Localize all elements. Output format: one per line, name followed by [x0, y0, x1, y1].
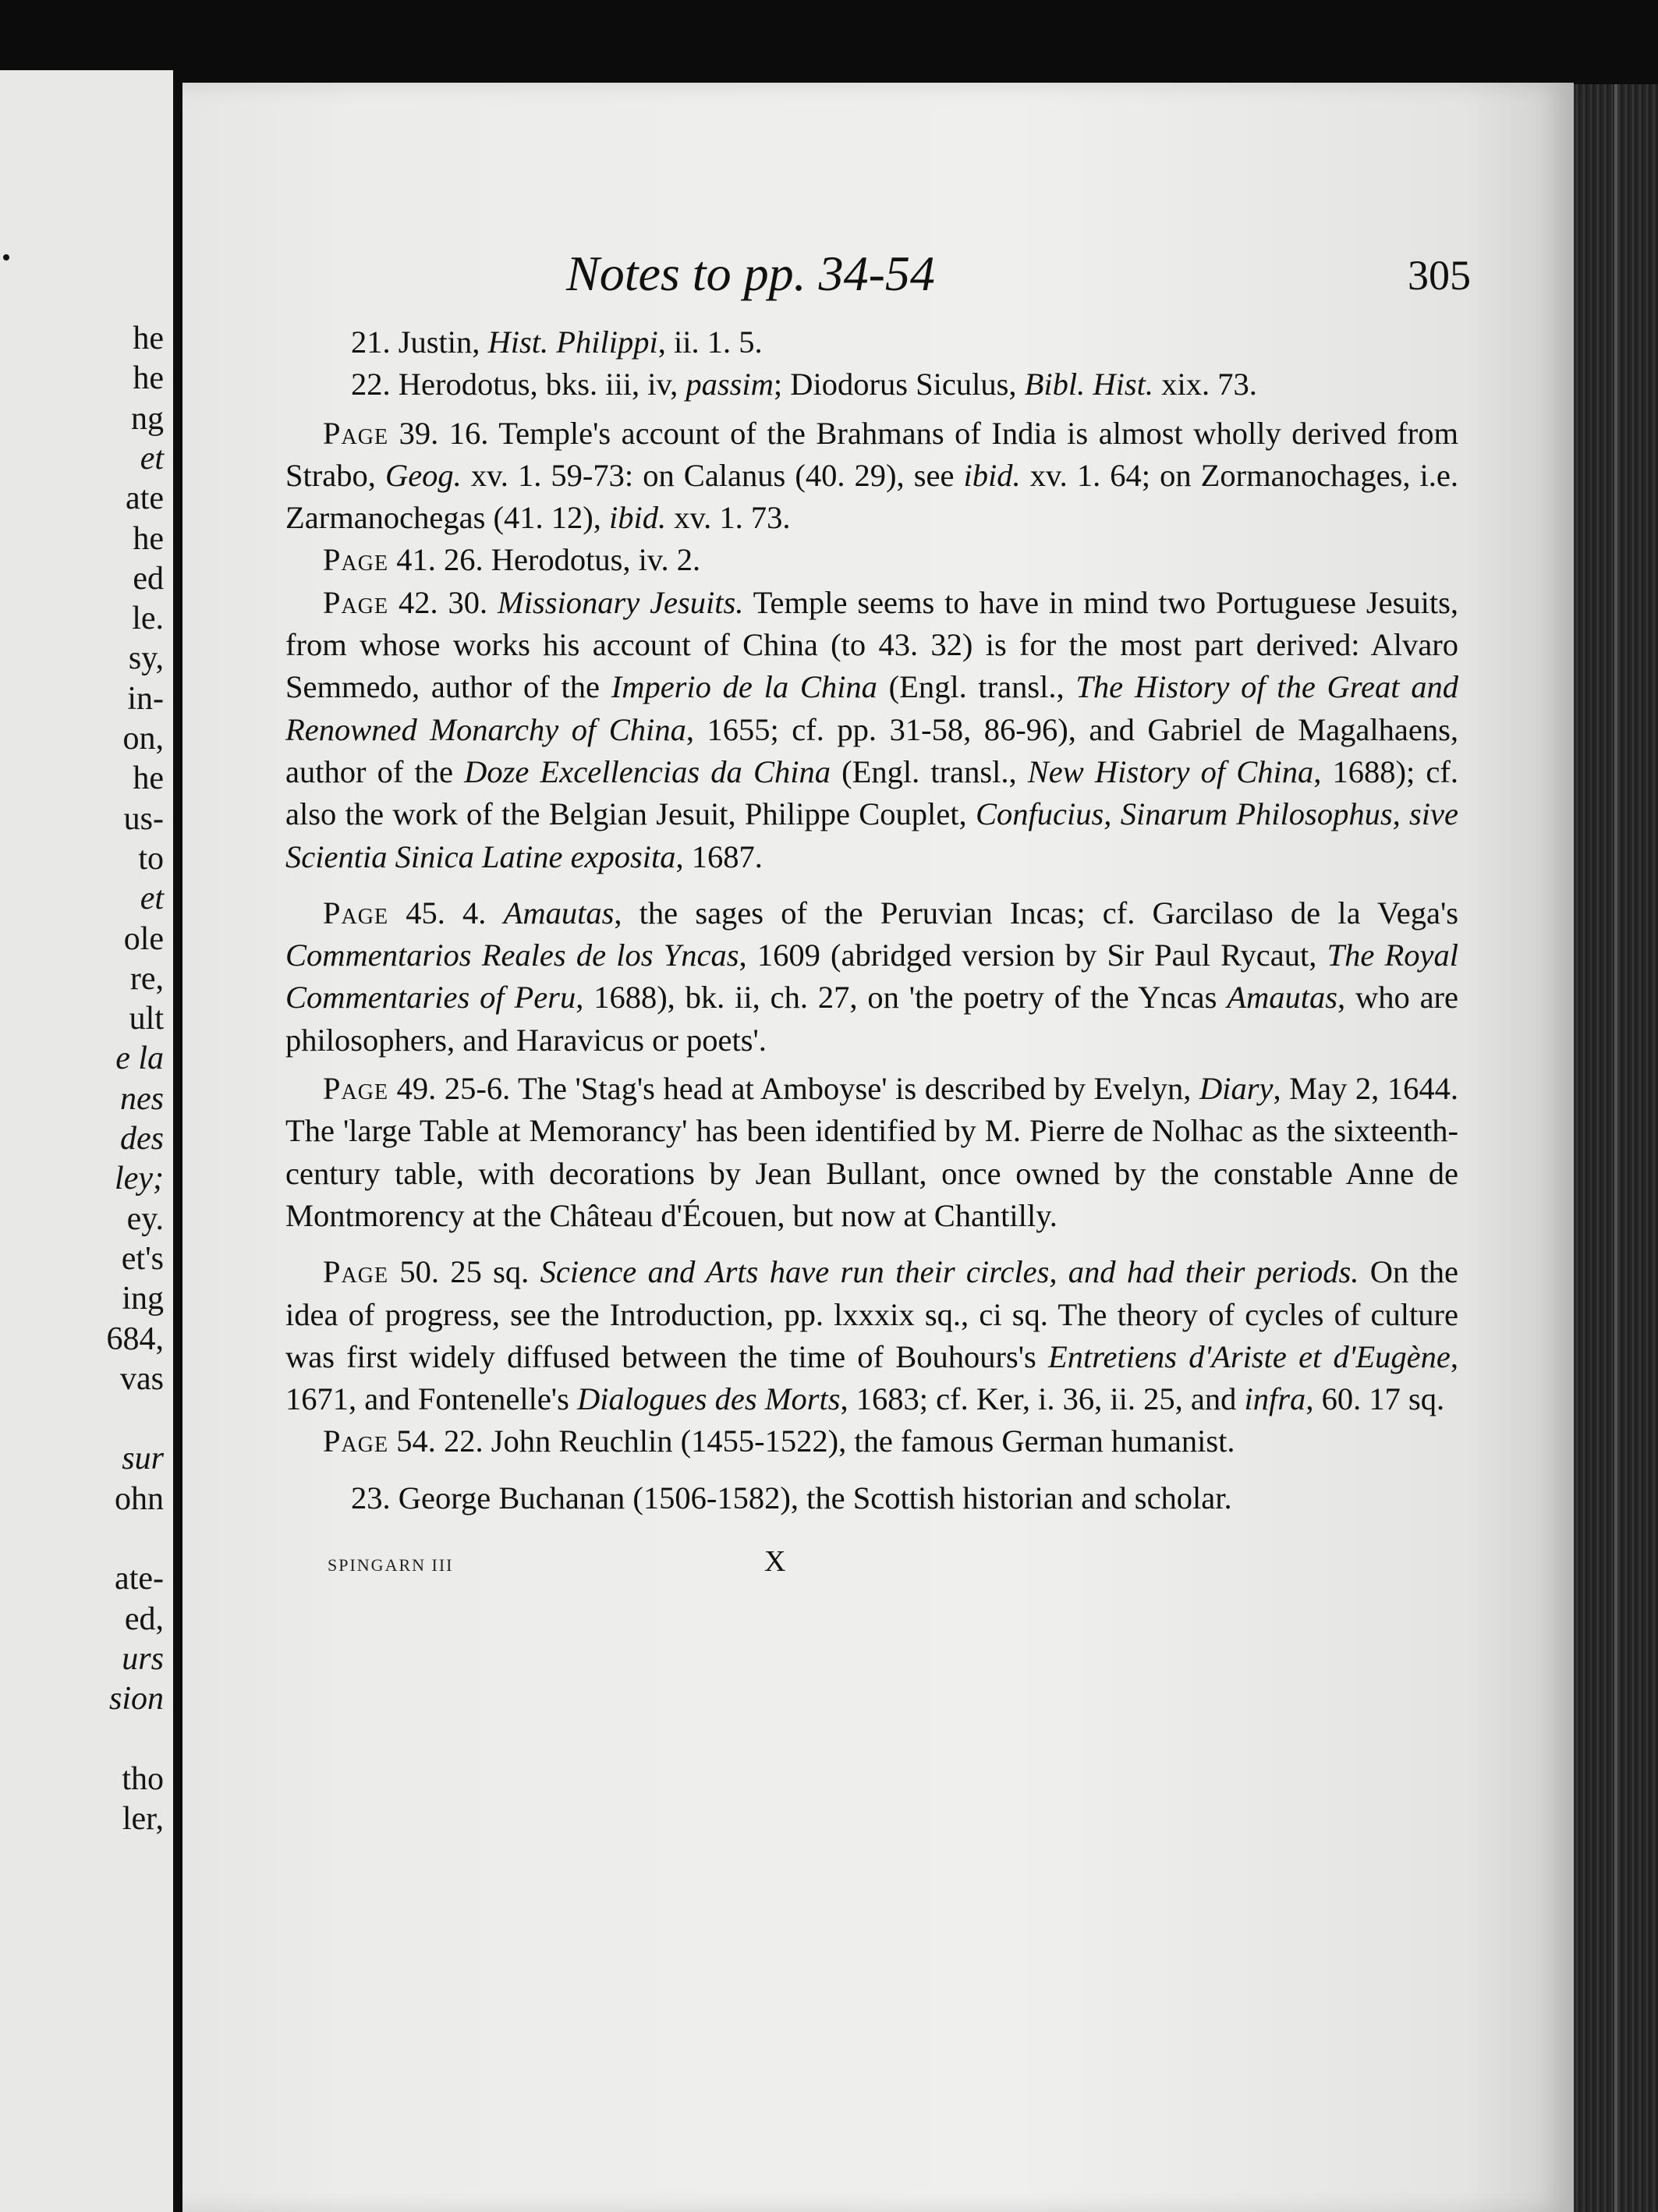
left-page-fragment: ed, — [124, 1601, 164, 1637]
signature-mark: SPINGARN III — [328, 1555, 454, 1576]
left-page-fragment: he — [133, 321, 164, 356]
left-page-fragment: ed — [133, 560, 164, 597]
left-page-fragment: 684, — [106, 1320, 164, 1357]
left-page-fragment: sion — [108, 1681, 164, 1717]
left-page-fragment: ler, — [122, 1801, 164, 1838]
left-page-fragment: to — [138, 840, 164, 877]
left-page-fragment: ate — [126, 480, 164, 517]
left-page-fragment: on, — [122, 721, 164, 757]
note-entry: Page 49. 25-6. The 'Stag's head at Amboyse' is described by Evelyn, Diary, May 2, 1644. The 'large Table at Memorancy' has been identified by M. Pierre de Nolhac as the sixteenth-century table, with decorations by Jean Bullant, once owned by the constable Anne de Montmorency at the Château d'Écouen, but now at Chantilly. — [285, 1071, 1458, 1233]
left-page-fragment: sy, — [128, 640, 164, 677]
page-header — [285, 245, 1471, 321]
left-page-edge — [0, 70, 173, 2212]
left-page-fragment: vas — [120, 1360, 164, 1397]
left-page-fragment: ohn — [115, 1480, 164, 1517]
left-page-fragment: nes — [120, 1080, 164, 1117]
left-page-fragment: et — [140, 440, 164, 477]
left-page-fragment: ng — [131, 400, 164, 437]
page-footer — [285, 1541, 1458, 1596]
page-number: 305 — [1408, 252, 1471, 299]
note-entry: Page 42. 30. Missionary Jesuits. Temple seems to have in mind two Portuguese Jesuits, from whose works his account of China (to 43. 32) is for the most part derived: Alvaro Semmedo, author of the Imperio de la China (Engl. transl., The History of the Great and Renowned Monarchy of China, 1655; cf. pp. 31-58, 86-96), and Gabriel de Magalhaens, author of the Doze Excellencias da China (Engl. transl., New History of China, 1688); cf. also the work of the Belgian Jesuit, Philippe Couplet, Confucius, Sinarum Philosophus, sive Scientia Sinica Latine exposita, 1687. — [285, 584, 1459, 874]
note-entry: Page 54. 22. John Reuchlin (1455-1522), the famous German humanist. — [323, 1423, 1235, 1459]
left-page-fragment: des — [120, 1121, 164, 1157]
note-entry: Page 50. 25 sq. Science and Arts have run their circles, and had their periods. On the idea of progress, see the Introduction, pp. lxxxix sq., ci sq. The theory of cycles of culture was first widely diffused between the time of Bouhours's Entretiens d'Ariste et d'Eugène, 1671, and Fontenelle's Dialogues des Morts, 1683; cf. Ker, i. 36, ii. 25, and infra, 60. 17 sq. — [285, 1254, 1458, 1417]
left-page-fragment: ley; — [115, 1161, 164, 1197]
note-entry: 23. George Buchanan (1506-1582), the Scottish historian and scholar. — [351, 1480, 1232, 1515]
note-entry: Page 41. 26. Herodotus, iv. 2. — [323, 542, 701, 578]
running-title: Notes to pp. 34-54 — [566, 246, 935, 301]
left-page-fragment: tho — [122, 1760, 164, 1797]
left-page-fragment: in- — [127, 680, 164, 717]
note-entry: Page 39. 16. Temple's account of the Brahmans of India is almost wholly derived from Strabo, Geog. xv. 1. 59-73: on Calanus (40. 29), see ibid. xv. 1. 64; on Zormanochages, i.e. Zarmanochegas (41. 12), ibid. xv. 1. 73. — [285, 415, 1458, 536]
book-page-edges — [1568, 84, 1658, 2212]
book-page — [182, 83, 1574, 2212]
left-page-fragment: us- — [123, 800, 164, 837]
left-page-fragment: re, — [129, 960, 164, 997]
left-page-fragment: he — [133, 760, 164, 797]
note-entry: Page 45. 4. Amautas, the sages of the Peruvian Incas; cf. Garcilaso de la Vega's Commentarios Reales de los Yncas, 1609 (abridged version by Sir Paul Rycaut, The Royal Commentaries of Peru, 1688), bk. ii, ch. 27, on 'the poetry of the Yncas Amautas, who are philosophers, and Haravicus or poets'. — [285, 895, 1459, 1058]
left-page-fragment: ole — [123, 920, 164, 957]
left-page-fragment: ing — [122, 1281, 164, 1317]
left-page-fragment: le. — [132, 601, 164, 637]
left-page-fragment: he — [133, 360, 164, 397]
page-content — [285, 245, 1471, 1596]
left-page-fragment: et — [140, 881, 164, 917]
ink-speck — [3, 254, 9, 261]
left-page-fragment: e la — [115, 1040, 164, 1077]
sheet-mark: X — [764, 1545, 786, 1579]
left-page-fragment: ey. — [126, 1200, 164, 1237]
left-page-fragment: he — [133, 520, 164, 557]
left-page-fragment: et's — [121, 1240, 164, 1277]
note-entry: 22. Herodotus, bks. iii, iv, passim; Diodorus Siculus, Bibl. Hist. xix. 73. — [351, 367, 1257, 402]
left-page-fragment: ate- — [115, 1561, 164, 1597]
left-page-fragment: sur — [122, 1441, 164, 1477]
left-page-fragment: urs — [122, 1640, 164, 1677]
notes-body — [285, 321, 1458, 1519]
left-page-fragment: ult — [129, 1001, 164, 1037]
note-entry: 21. Justin, Hist. Philippi, ii. 1. 5. — [351, 324, 763, 360]
